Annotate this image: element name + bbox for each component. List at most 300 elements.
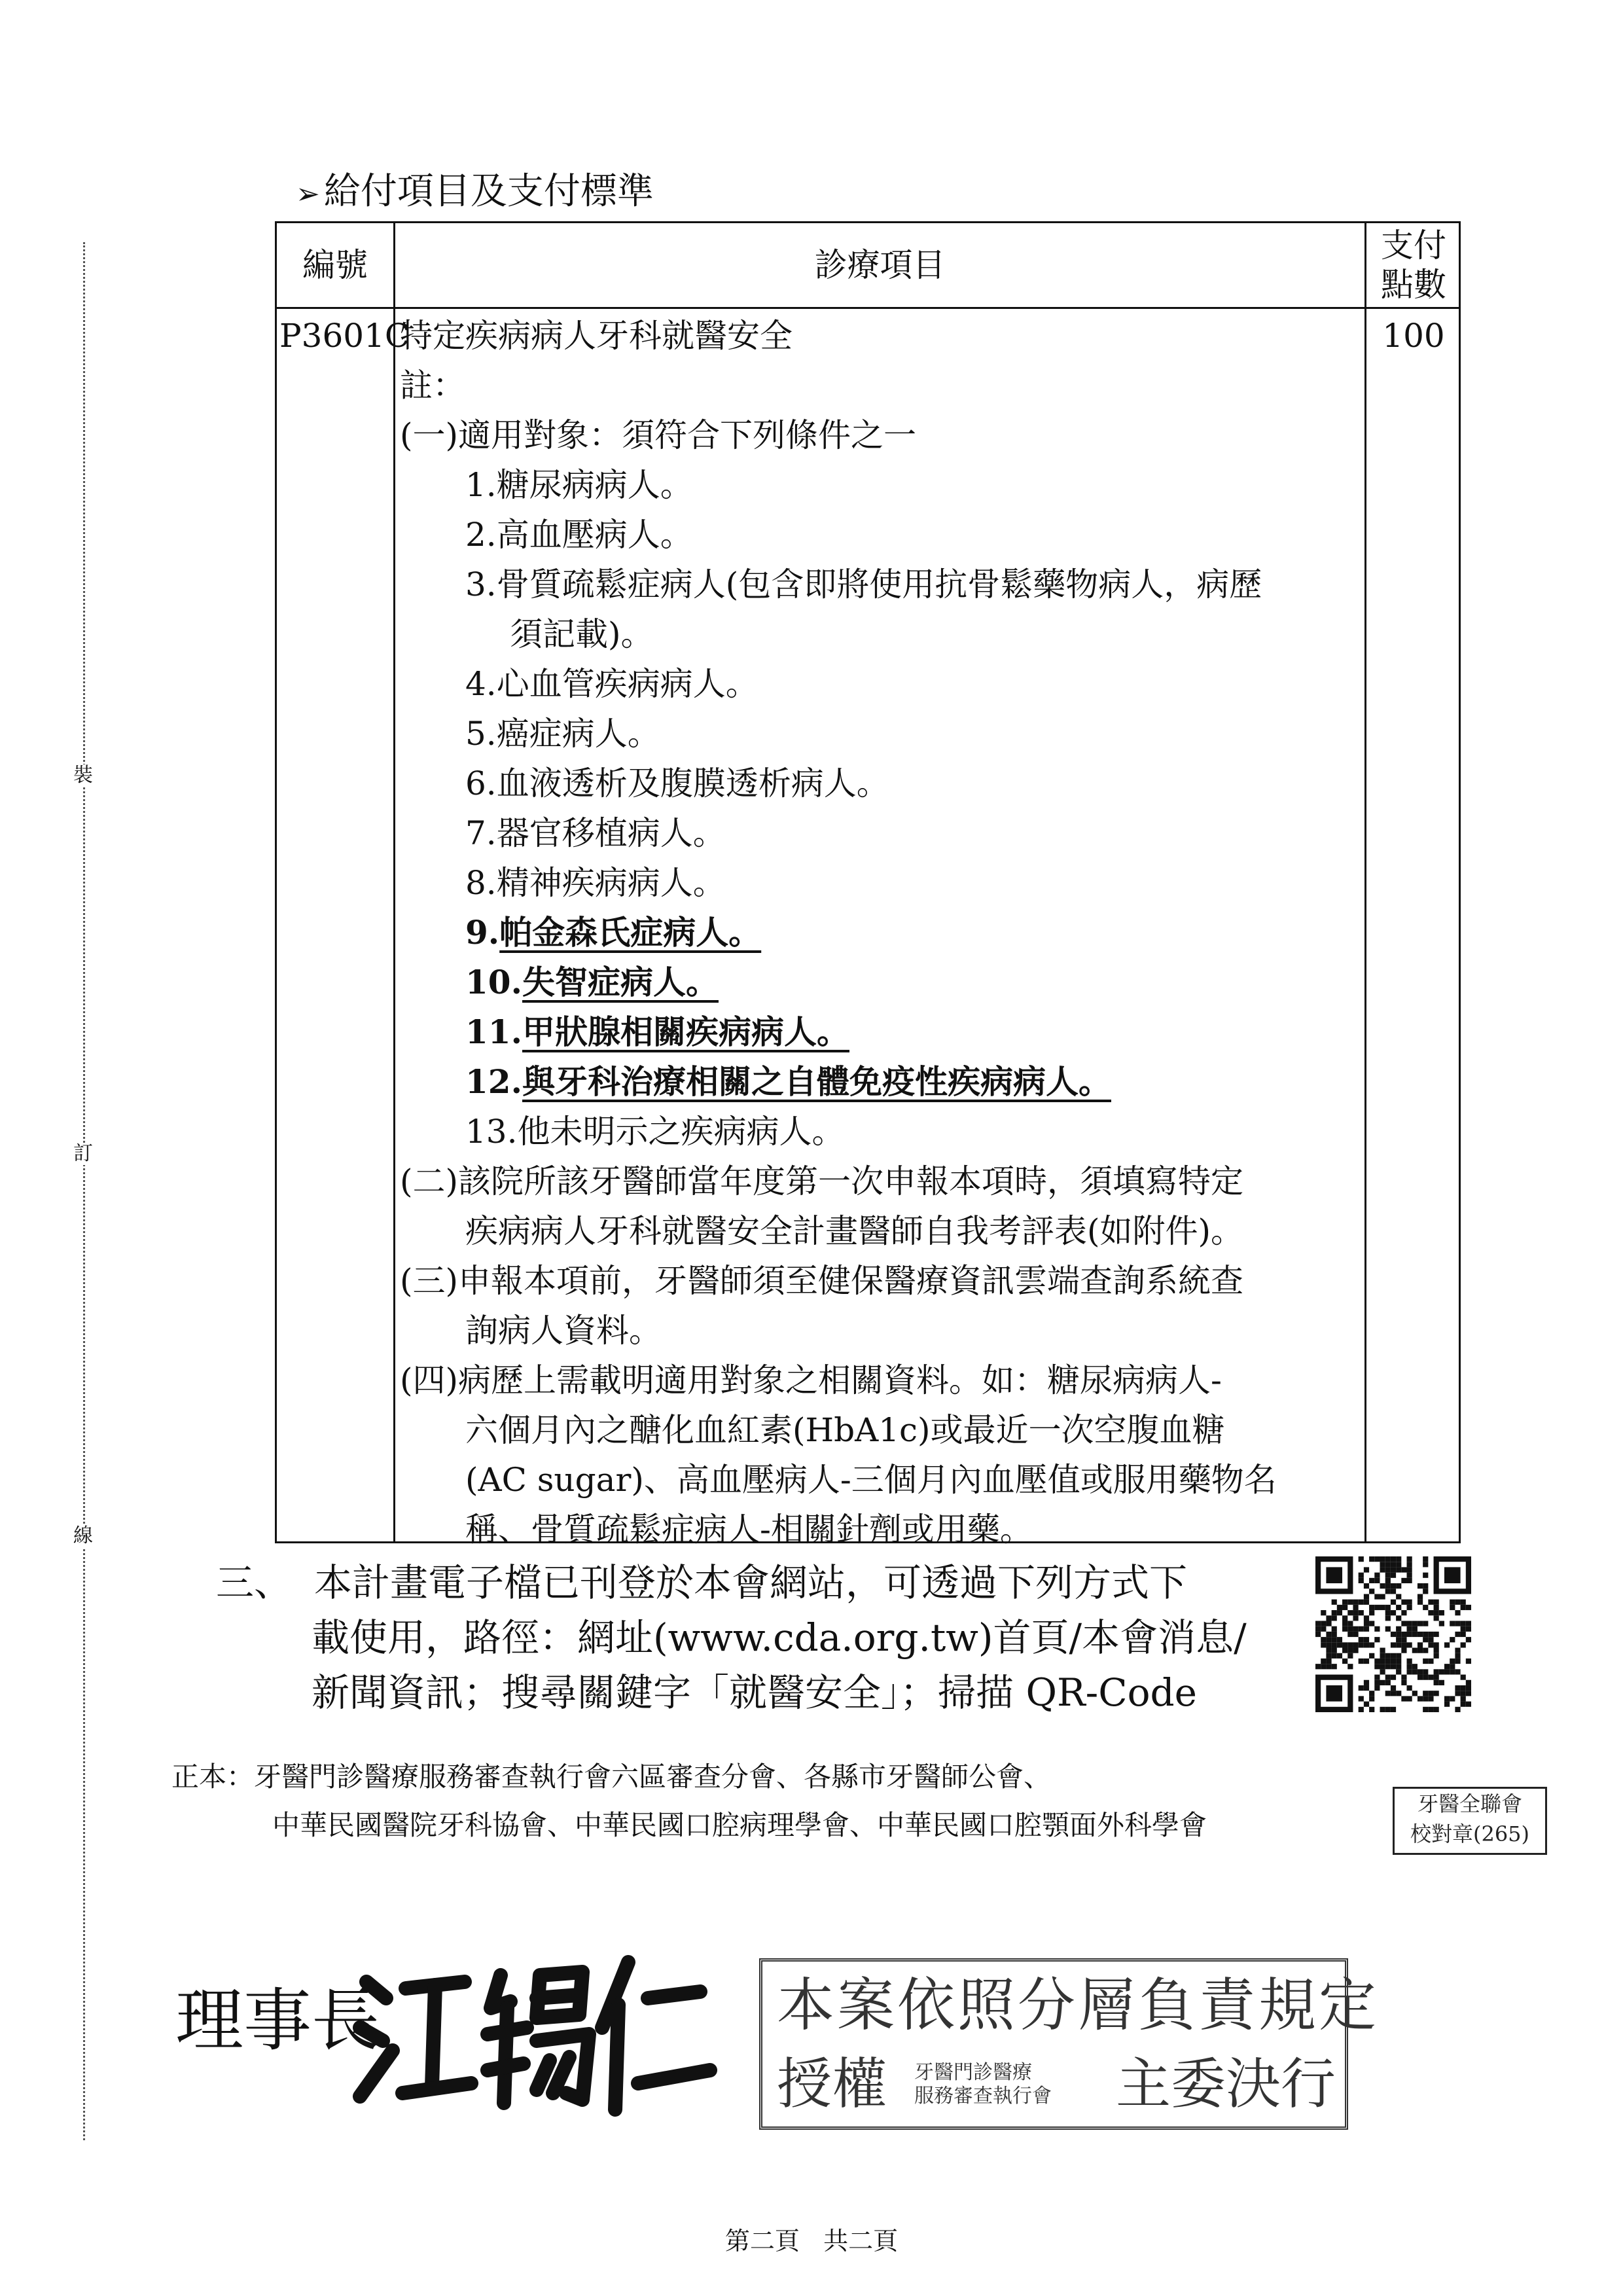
qr-module [1332,1610,1337,1615]
qr-module [1385,1610,1391,1615]
qr-module [1385,1567,1391,1572]
qr-module [1326,1615,1331,1621]
qr-module [1450,1696,1455,1701]
qr-module [1461,1702,1466,1707]
qr-module [1359,1626,1364,1632]
binding-dotted-line [83,242,85,2140]
qr-module [1380,1556,1385,1562]
qr-module [1315,1626,1321,1632]
qr-module [1359,1685,1364,1691]
qr-module [1321,1664,1326,1669]
qr-module [1332,1600,1337,1605]
qr-module [1418,1594,1423,1599]
qr-module [1332,1637,1337,1642]
item-line [400,1007,1355,1057]
qr-module [1342,1648,1347,1653]
qr-module [1423,1632,1428,1637]
qr-module [1342,1626,1347,1632]
qr-module [1428,1600,1433,1605]
qr-module [1455,1632,1460,1637]
qr-module [1369,1653,1374,1659]
qr-module [1455,1659,1460,1664]
qr-module [1444,1696,1450,1701]
qr-module [1434,1642,1439,1647]
item-line [400,1057,1355,1107]
distribution-line-1: 正本：牙醫門診醫療服務審查執行會六區審查分會、各縣市牙醫師公會、 [171,1761,1052,1793]
qr-module [1461,1626,1466,1632]
qr-module [1380,1653,1385,1659]
qr-module [1347,1632,1353,1637]
qr-module [1369,1556,1374,1562]
qr-module [1369,1578,1374,1583]
item-line-text: 帕金森氏症病人。 [499,913,762,952]
qr-module [1444,1642,1450,1647]
qr-module [1434,1653,1439,1659]
distribution-list [171,1753,1207,1850]
qr-module [1342,1642,1347,1647]
qr-module [1385,1659,1391,1664]
qr-module [1412,1669,1418,1674]
qr-module [1380,1659,1385,1664]
qr-module [1396,1615,1401,1621]
qr-module [1396,1691,1401,1696]
binding-char-1: 裝 [73,764,93,787]
proof-seal-line-1: 牙醫全聯會 [1417,1791,1522,1816]
qr-module [1407,1664,1412,1669]
qr-module [1428,1632,1433,1637]
qr-module [1396,1583,1401,1588]
qr-module [1434,1707,1439,1712]
qr-module [1326,1637,1331,1642]
qr-module [1347,1648,1353,1653]
chairman-title: 理事長 [175,1981,380,2060]
qr-module [1461,1600,1466,1605]
qr-module [1364,1637,1369,1642]
qr-module [1391,1600,1396,1605]
header-item: 診療項目 [814,246,946,284]
qr-module [1332,1626,1337,1632]
qr-module [1315,1621,1321,1626]
qr-module [1423,1691,1428,1696]
item-line: 13.他未明示之疾病病人。 [465,1113,845,1151]
qr-module [1374,1605,1380,1610]
qr-module [1407,1567,1412,1572]
qr-module [1428,1696,1433,1701]
qr-module [1391,1659,1396,1664]
item-line: 須記載)。 [510,615,654,653]
item-line-number: 10. [465,963,522,1001]
qr-module [1337,1642,1342,1647]
qr-module [1401,1680,1406,1685]
qr-module [1353,1626,1358,1632]
qr-module [1359,1578,1364,1583]
qr-module [1407,1556,1412,1562]
qr-module [1353,1610,1358,1615]
qr-module [1374,1573,1380,1578]
qr-module [1332,1615,1337,1621]
qr-module [1439,1669,1444,1674]
qr-module [1461,1642,1466,1647]
item-line-text: 失智症病人。 [522,963,719,1001]
qr-module [1326,1642,1331,1647]
qr-module [1396,1626,1401,1632]
qr-module [1321,1610,1326,1615]
qr-module [1455,1621,1460,1626]
qr-module [1418,1669,1423,1674]
qr-module [1380,1594,1385,1599]
qr-module [1353,1600,1358,1605]
item-line: 疾病病人牙科就醫安全計畫醫師自我考評表(如附件)。 [465,1212,1244,1250]
qr-module [1326,1567,1342,1583]
qr-module [1423,1675,1428,1680]
qr-module [1423,1669,1428,1674]
qr-module [1385,1578,1391,1583]
qr-module [1391,1653,1396,1659]
qr-module [1423,1573,1428,1578]
qr-module [1359,1610,1364,1615]
qr-module [1401,1642,1406,1647]
qr-module [1321,1626,1326,1632]
qr-module [1369,1588,1374,1594]
qr-module [1326,1632,1331,1637]
qr-module [1342,1615,1347,1621]
qr-module [1332,1648,1337,1653]
item-line-number: 11. [465,1013,522,1051]
qr-module [1380,1605,1385,1610]
item-line: (四)病歷上需載明適用對象之相關資料。如：糖尿病病人- [400,1361,1222,1399]
qr-module [1401,1675,1406,1680]
qr-module [1461,1685,1466,1691]
qr-module [1359,1573,1364,1578]
item3-line-1: 本計畫電子檔已刊登於本會網站，可透過下列方式下 [314,1560,1188,1605]
footer-total: 共二頁 [823,2227,899,2255]
handwritten-signature [340,1936,720,2126]
qr-module [1423,1707,1428,1712]
qr-code[interactable] [1315,1556,1471,1712]
qr-module [1401,1696,1406,1701]
row-item-lines [400,311,1355,1554]
qr-module [1418,1600,1423,1605]
qr-module [1364,1702,1369,1707]
qr-module [1466,1691,1471,1696]
qr-module [1359,1637,1364,1642]
qr-module [1461,1691,1466,1696]
qr-module [1466,1626,1471,1632]
qr-module [1423,1605,1428,1610]
qr-module [1401,1567,1406,1572]
qr-module [1321,1637,1326,1642]
qr-module [1450,1659,1455,1664]
proof-seal-line-2: 校對章(265) [1410,1821,1530,1846]
qr-module [1353,1605,1358,1610]
qr-module [1315,1632,1321,1637]
qr-module [1332,1642,1337,1647]
qr-module [1434,1680,1439,1685]
qr-module [1374,1680,1380,1685]
qr-module [1423,1556,1428,1562]
qr-module [1455,1707,1460,1712]
qr-module [1434,1615,1439,1621]
qr-module [1385,1573,1391,1578]
qr-module [1434,1600,1439,1605]
item-line: (二)該院所該牙醫師當年度第一次申報本項時，須填寫特定 [400,1162,1244,1200]
qr-module [1407,1659,1412,1664]
qr-module [1428,1610,1433,1615]
qr-module [1407,1632,1412,1637]
qr-module [1396,1637,1401,1642]
qr-module [1364,1642,1369,1647]
qr-module [1369,1605,1374,1610]
qr-module [1359,1642,1364,1647]
qr-module [1374,1659,1380,1664]
qr-module [1439,1610,1444,1615]
stamp-line-2-right: 主委決行 [1116,2052,1336,2116]
qr-module [1466,1637,1471,1642]
qr-module [1401,1632,1406,1637]
qr-module [1396,1642,1401,1647]
qr-module [1391,1691,1396,1696]
qr-module [1455,1600,1460,1605]
qr-module [1364,1680,1369,1685]
qr-module [1407,1685,1412,1691]
qr-module [1450,1664,1455,1669]
qr-module [1364,1594,1369,1599]
qr-module [1455,1648,1460,1653]
qr-module [1396,1562,1401,1567]
stamp-small-line-1: 牙醫門診醫療 [914,2061,1032,2084]
qr-module [1396,1632,1401,1637]
qr-module [1401,1621,1406,1626]
qr-module [1342,1605,1347,1610]
qr-module [1444,1702,1450,1707]
qr-module [1332,1653,1337,1659]
qr-module [1347,1653,1353,1659]
item-line: 六個月內之醣化血紅素(HbA1c)或最近一次空腹血糖 [465,1411,1225,1449]
qr-module [1428,1707,1433,1712]
qr-module [1418,1675,1423,1680]
qr-module [1418,1696,1423,1701]
item-line-text: 與牙科治療相關之自體免疫性疾病病人。 [522,1062,1111,1101]
header-code: 編號 [302,246,368,284]
qr-module [1461,1621,1466,1626]
qr-module [1385,1664,1391,1669]
item-line [400,958,1355,1007]
qr-module [1374,1685,1380,1691]
qr-module [1450,1621,1455,1626]
item-line: 特定疾病病人牙科就醫安全 [400,317,793,355]
qr-module [1412,1691,1418,1696]
qr-module [1407,1696,1412,1701]
item-line: 4.心血管疾病病人。 [465,665,758,703]
binding-char-3: 線 [73,1524,93,1547]
qr-module [1455,1691,1460,1696]
stamp-line-2-left: 授權 [777,2052,887,2116]
page-footer [0,2227,1623,2255]
stamp-line-1: 本案依照分層負責規定 [777,1971,1380,2039]
item-line-number: 9. [465,913,500,952]
qr-module [1396,1605,1401,1610]
qr-module [1369,1610,1374,1615]
qr-module [1391,1664,1396,1669]
qr-module [1396,1659,1401,1664]
qr-module [1428,1637,1433,1642]
item-line [400,908,1355,958]
row-code: P3601C [279,317,410,355]
qr-module [1418,1632,1423,1637]
item-line: 詢病人資料。 [465,1312,662,1350]
qr-module [1326,1648,1331,1653]
binding-char-2: 訂 [73,1142,93,1165]
header-points-line2: 點數 [1381,266,1446,304]
stamp-small-line-2: 服務審查執行會 [914,2085,1052,2108]
item-line: 7.器官移植病人。 [465,814,726,852]
qr-module [1326,1664,1331,1669]
qr-module [1380,1567,1385,1572]
qr-module [1380,1583,1385,1588]
qr-module [1466,1621,1471,1626]
qr-module [1407,1600,1412,1605]
qr-module [1391,1573,1396,1578]
qr-module [1391,1610,1396,1615]
qr-module [1423,1637,1428,1642]
qr-module [1369,1642,1374,1647]
qr-module [1412,1632,1418,1637]
qr-module [1332,1664,1337,1669]
row-points: 100 [1382,317,1445,355]
qr-module [1374,1675,1380,1680]
qr-module [1444,1664,1450,1669]
qr-module [1407,1669,1412,1674]
item-line: 2.高血壓病人。 [465,516,693,554]
item-line: 3.骨質疏鬆症病人(包含即將使用抗骨鬆藥物病人，病歷 [465,565,1262,603]
qr-module [1326,1621,1331,1626]
qr-module [1461,1696,1466,1701]
qr-module [1353,1648,1358,1653]
qr-module [1369,1691,1374,1696]
qr-module [1434,1632,1439,1637]
qr-module [1391,1562,1396,1567]
qr-module [1434,1691,1439,1696]
qr-module [1364,1615,1369,1621]
qr-module [1418,1621,1423,1626]
qr-module [1466,1685,1471,1691]
qr-module [1461,1632,1466,1637]
qr-module [1347,1621,1353,1626]
qr-module [1434,1605,1439,1610]
qr-module [1364,1626,1369,1632]
qr-module [1391,1556,1396,1562]
qr-module [1412,1626,1418,1632]
qr-module [1466,1659,1471,1664]
item-line-text: 甲狀腺相關疾病病人。 [522,1013,849,1051]
qr-module [1315,1664,1321,1669]
qr-module [1461,1605,1466,1610]
qr-module [1428,1691,1433,1696]
qr-module [1450,1605,1455,1610]
qr-module [1332,1632,1337,1637]
qr-module [1374,1637,1380,1642]
qr-module [1359,1696,1364,1701]
qr-module [1455,1685,1460,1691]
qr-module [1385,1556,1391,1562]
section-heading [296,169,654,217]
table-col-divider [1364,223,1366,1541]
qr-module [1326,1659,1331,1664]
qr-module [1353,1615,1358,1621]
qr-module [1391,1685,1396,1691]
qr-module [1428,1642,1433,1647]
qr-module [1444,1669,1450,1674]
qr-module [1321,1642,1326,1647]
qr-module [1364,1567,1369,1572]
qr-module [1455,1669,1460,1674]
item-line: 6.血液透析及腹膜透析病人。 [465,764,889,802]
qr-module [1412,1648,1418,1653]
qr-module [1364,1621,1369,1626]
qr-module [1396,1594,1401,1599]
item-line: (AC sugar)、高血壓病人-三個月內血壓值或服用藥物名 [465,1461,1277,1499]
qr-module [1369,1696,1374,1701]
qr-module [1455,1610,1460,1615]
qr-module [1407,1621,1412,1626]
qr-module [1407,1642,1412,1647]
qr-module [1439,1621,1444,1626]
qr-module [1347,1626,1353,1632]
qr-module [1347,1664,1353,1669]
qr-module [1359,1556,1364,1562]
item3-number: 三、 [216,1560,293,1605]
section-heading-text: 給付項目及支付標準 [323,170,654,213]
qr-module [1374,1556,1380,1562]
qr-module [1359,1707,1364,1712]
qr-module [1385,1707,1391,1712]
qr-module [1385,1583,1391,1588]
table-header-divider [277,307,1459,309]
qr-module [1450,1637,1455,1642]
authorization-stamp [759,1958,1380,2130]
qr-module [1326,1685,1342,1702]
qr-module [1418,1648,1423,1653]
qr-module [1396,1567,1401,1572]
arrowhead-icon: ➢ [296,177,320,211]
qr-module [1359,1659,1364,1664]
qr-module [1396,1653,1401,1659]
qr-module [1342,1621,1347,1626]
qr-module [1374,1578,1380,1583]
qr-module [1385,1680,1391,1685]
qr-module [1418,1642,1423,1647]
qr-module [1385,1675,1391,1680]
item3-text [312,1555,1319,1720]
qr-module [1401,1637,1406,1642]
qr-module [1347,1610,1353,1615]
qr-module [1423,1583,1428,1588]
qr-module [1347,1642,1353,1647]
qr-module [1428,1659,1433,1664]
qr-module [1326,1653,1331,1659]
qr-module [1401,1610,1406,1615]
qr-module [1369,1621,1374,1626]
qr-module [1396,1669,1401,1674]
table-col-divider [393,223,395,1541]
header-points-line1: 支付 [1381,226,1446,264]
qr-module [1374,1626,1380,1632]
qr-module [1321,1659,1326,1664]
qr-module [1434,1675,1439,1680]
qr-module [1380,1562,1385,1567]
qr-module [1364,1685,1369,1691]
qr-module [1391,1675,1396,1680]
